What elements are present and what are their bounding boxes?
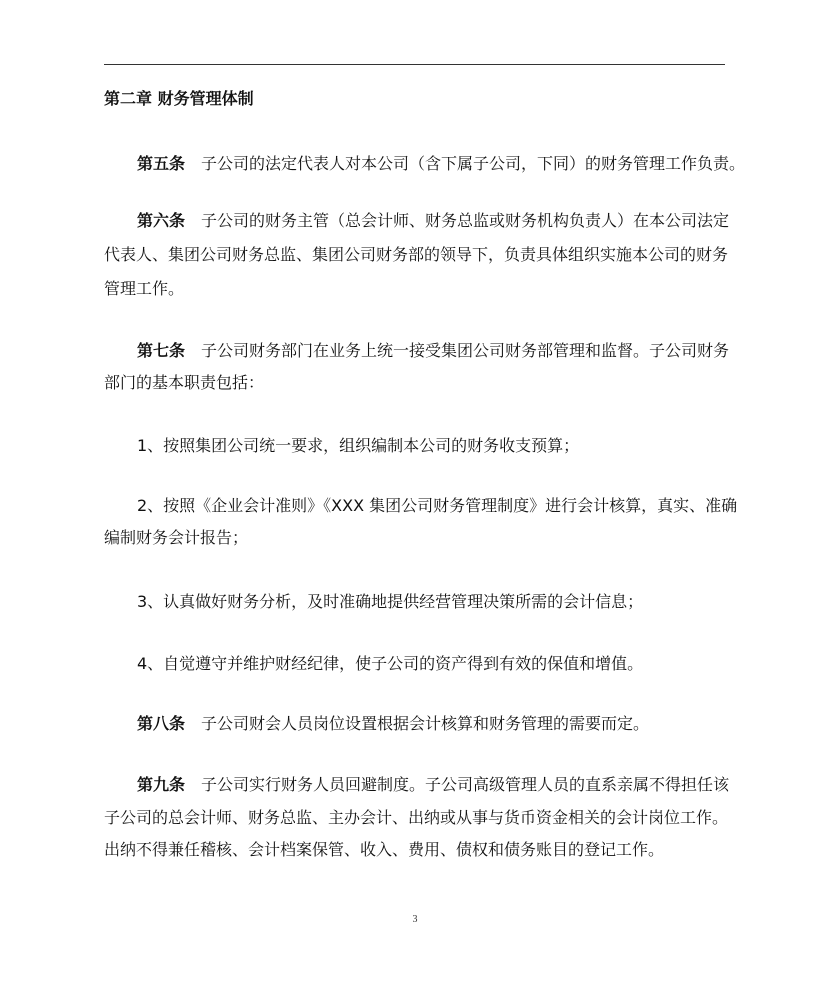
article-8-line-1 [104,714,649,734]
article-6-line-3: 管理工作。 [104,279,185,298]
duty-2-line-1: 2、按照《企业会计准则》《XXX 集团公司财务管理制度》进行会计核算，真实、准确 [137,496,738,515]
header-rule [104,64,725,65]
duty-4: 4、自觉遵守并维护财经纪律，使子公司的资产得到有效的保值和增值。 [137,654,644,673]
article-7-line-1 [104,341,729,361]
article-6-line-2: 代表人、集团公司财务总监、集团公司财务部的领导下，负责具体组织实施本公司的财务 [104,245,729,264]
chapter-title: 第二章 财务管理体制 [104,89,254,108]
article-label: 第九条 [137,775,186,794]
duty-3: 3、认真做好财务分析，及时准确地提供经营管理决策所需的会计信息； [137,592,644,611]
article-text: 子公司财务部门在业务上统一接受集团公司财务部管理和监督。子公司财务 [201,341,730,360]
article-label: 第七条 [137,341,186,360]
duty-1: 1、按照集团公司统一要求，组织编制本公司的财务收支预算； [137,436,580,455]
article-9-line-1 [104,775,729,795]
article-text: 子公司实行财务人员回避制度。子公司高级管理人员的直系亲属不得担任该 [201,775,730,794]
article-5-line-1 [104,154,745,174]
article-9-line-3: 出纳不得兼任稽核、会计档案保管、收入、费用、债权和债务账目的登记工作。 [104,840,665,859]
article-label: 第五条 [137,154,186,173]
article-label: 第六条 [137,211,186,230]
article-7-line-2: 部门的基本职责包括： [104,373,265,392]
article-text: 子公司的法定代表人对本公司（含下属子公司，下同）的财务管理工作负责。 [201,154,746,173]
article-text: 子公司的财务主管（总会计师、财务总监或财务机构负责人）在本公司法定 [201,211,730,230]
article-6-line-1 [104,211,729,231]
article-9-line-2: 子公司的总会计师、财务总监、主办会计、出纳或从事与货币资金相关的会计岗位工作。 [104,808,729,827]
duty-2-line-2: 编制财务会计报告； [104,528,249,547]
article-text: 子公司财会人员岗位设置根据会计核算和财务管理的需要而定。 [201,714,650,733]
article-label: 第八条 [137,714,186,733]
page-number: 3 [412,914,418,925]
